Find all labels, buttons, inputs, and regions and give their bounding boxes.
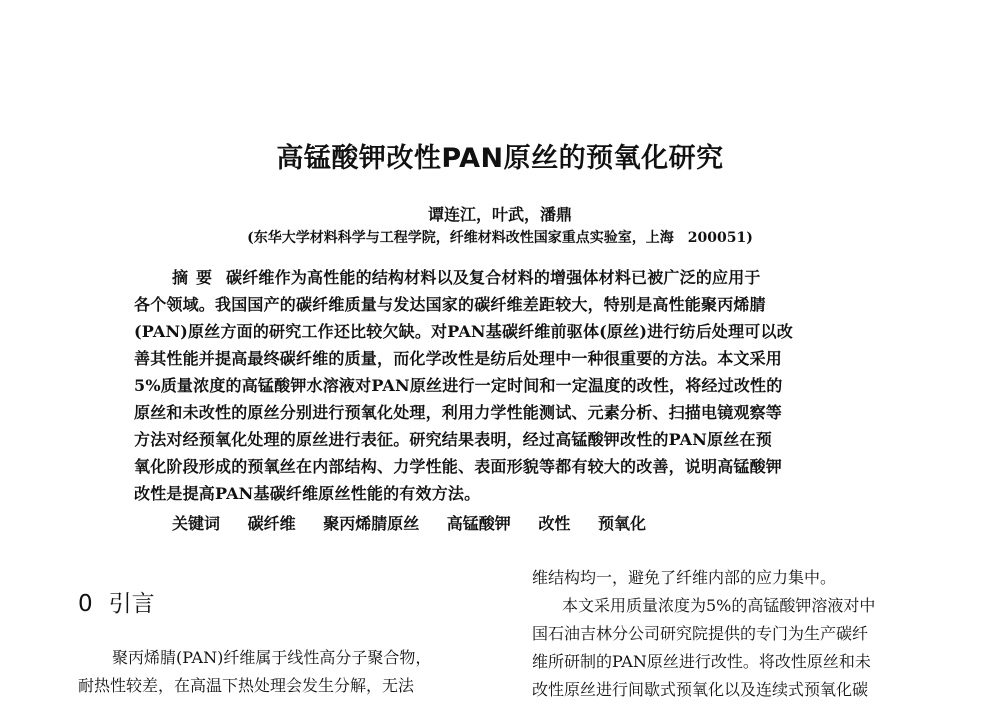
keyword: 改性 (538, 514, 571, 533)
right-column-line: 本文采用质量浓度为5%的高锰酸钾溶液对中 (562, 596, 876, 615)
right-column-line: 维结构均一，避免了纤维内部的应力集中。 (532, 568, 837, 587)
abstract-line: 氧化阶段形成的预氧丝在内部结构、力学性能、表面形貌等都有较大的改善，说明高锰酸钾 (134, 457, 783, 476)
keyword: 预氧化 (597, 514, 646, 533)
abstract-line: 各个领域。我国国产的碳纤维质量与发达国家的碳纤维差距较大，特别是高性能聚丙烯腈 (134, 295, 766, 314)
section-heading (78, 585, 155, 618)
right-column-line: 改性原丝进行间歇式预氧化以及连续式预氧化碳 (532, 680, 869, 699)
abstract-line: (PAN)原丝方面的研究工作还比较欠缺。对PAN基碳纤维前驱体(原丝)进行纺后处理可以改 (134, 322, 793, 341)
right-column-line: 维所研制的PAN原丝进行改性。将改性原丝和未 (532, 652, 871, 671)
section-number: 0 (78, 591, 93, 617)
paper-title: 高锰酸钾改性PAN原丝的预氧化研究 (276, 143, 724, 174)
abstract-line: 改性是提高PAN基碳纤维原丝性能的有效方法。 (134, 484, 481, 503)
keyword: 碳纤维 (247, 514, 296, 533)
right-column-line: 国石油吉林分公司研究院提供的专门为生产碳纤 (532, 624, 869, 643)
left-column-line: 耐热性较差，在高温下热处理会发生分解，无法 (78, 676, 415, 695)
affiliation: (东华大学材料科学与工程学院，纤维材料改性国家重点实验室，上海 200051) (247, 230, 753, 246)
abstract-line: 原丝和未改性的原丝分别进行预氧化处理，利用力学性能测试、元素分析、扫描电镜观察等 (134, 403, 783, 422)
left-column-line: 聚丙烯腈(PAN)纤维属于线性高分子聚合物， (112, 648, 432, 667)
abstract-line: 5%质量浓度的高锰酸钾水溶液对PAN原丝进行一定时间和一定温度的改性，将经过改性的 (134, 376, 783, 395)
abstract-line (172, 265, 761, 288)
keywords (172, 511, 668, 534)
keyword: 聚丙烯腈原丝 (323, 514, 420, 533)
abstract-text: 碳纤维作为高性能的结构材料以及复合材料的增强体材料已被广泛的应用于 (226, 268, 761, 287)
authors: 谭连江，叶武，潘鼎 (427, 205, 572, 224)
abstract-line: 善其性能并提高最终碳纤维的质量，而化学改性是纺后处理中一种很重要的方法。本文采用 (134, 349, 783, 368)
section-title: 引言 (108, 591, 155, 617)
abstract-line: 方法对经预氧化处理的原丝进行表征。研究结果表明，经过高锰酸钾改性的PAN原丝在预 (134, 430, 772, 449)
keywords-label: 关键词 (172, 514, 221, 533)
abstract-label: 摘要 (172, 268, 221, 287)
keyword: 高锰酸钾 (446, 514, 511, 533)
